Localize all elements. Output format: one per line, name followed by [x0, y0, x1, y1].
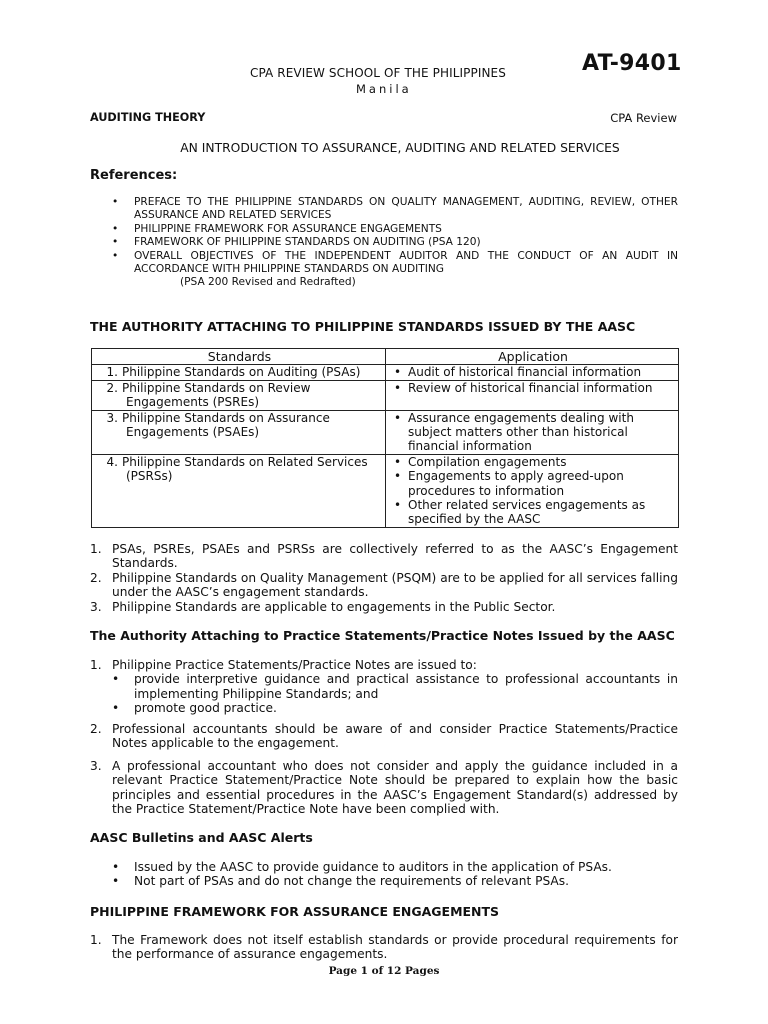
- list-item-sub: (PSA 200 Revised and Redrafted): [180, 276, 356, 289]
- framework-list: [90, 933, 678, 962]
- column-header-application: Application: [386, 349, 679, 365]
- application-cell: • Audit of historical financial information: [386, 365, 679, 380]
- list-item: 2. Professional accountants should be aware of and consider Practice Statements/Practice Notes applicable to the engagement.: [90, 722, 678, 751]
- bulletins-list: [90, 860, 678, 889]
- bullet-icon: •: [394, 498, 402, 513]
- bullet-icon: •: [112, 249, 119, 262]
- school-city: Manila: [356, 82, 412, 96]
- standard-cell: 1. Philippine Standards on Auditing (PSAs): [92, 365, 386, 380]
- table-row: [92, 410, 679, 454]
- list-item-sub: • promote good practice.: [112, 701, 277, 716]
- list-item: • PHILIPPINE FRAMEWORK FOR ASSURANCE ENGAGEMENTS: [112, 222, 442, 235]
- practice-list: [90, 658, 678, 716]
- standard-cell: 4. Philippine Standards on Related Services (PSRSs): [92, 454, 386, 527]
- review-label: CPA Review: [610, 111, 677, 125]
- list-item: 1. The Framework does not itself establish standards or provide procedural requirements for the performance of assurance engagements.: [90, 933, 678, 962]
- list-item: • PREFACE TO THE PHILIPPINE STANDARDS ON QUALITY MANAGEMENT, AUDITING, REVIEW, OTHER ASSURANCE AND RELATED SERVICES: [112, 196, 678, 222]
- bullet-icon: •: [112, 874, 120, 889]
- bullet-icon: •: [112, 236, 119, 249]
- table-header-row: [92, 349, 679, 365]
- table-row: [92, 454, 679, 527]
- application-cell: • Assurance engagements dealing with subject matters other than historical financial information: [386, 410, 679, 454]
- list-item: 3. Philippine Standards are applicable to engagements in the Public Sector.: [90, 599, 556, 614]
- framework-heading: PHILIPPINE FRAMEWORK FOR ASSURANCE ENGAGEMENTS: [90, 904, 500, 919]
- list-item: • FRAMEWORK OF PHILIPPINE STANDARDS ON AUDITING (PSA 120): [112, 236, 481, 249]
- list-item: 2. Philippine Standards on Quality Management (PSQM) are to be applied for all services falling under the AASC’s engagement standards.: [90, 570, 678, 600]
- list-item: • OVERALL OBJECTIVES OF THE INDEPENDENT AUDITOR AND THE CONDUCT OF AN AUDIT IN ACCORDANCE WITH PHILIPPINE STANDARDS ON AUDITING: [112, 249, 678, 276]
- bullet-icon: •: [394, 410, 402, 425]
- authority-heading: THE AUTHORITY ATTACHING TO PHILIPPINE STANDARDS ISSUED BY THE AASC: [90, 319, 636, 334]
- bullet-icon: •: [112, 222, 119, 235]
- bullet-icon: •: [112, 701, 120, 716]
- standard-cell: 2. Philippine Standards on Review Engagements (PSREs): [92, 380, 386, 410]
- page-title: AN INTRODUCTION TO ASSURANCE, AUDITING AND RELATED SERVICES: [180, 141, 620, 155]
- document-code: AT-9401: [582, 51, 682, 76]
- bullet-icon: •: [394, 365, 402, 380]
- list-item: 1. Philippine Practice Statements/Practice Notes are issued to: • provide interpretive guidance and practical assistance to professional accountants in implementing Philippine Standards; and • promote good practice.: [90, 658, 678, 716]
- practice-heading: The Authority Attaching to Practice Statements/Practice Notes Issued by the AASC: [90, 628, 675, 643]
- bullet-icon: •: [112, 860, 120, 874]
- references-heading: References:: [90, 168, 178, 183]
- standards-table: [91, 348, 679, 528]
- column-header-standards: Standards: [92, 349, 386, 365]
- bullet-icon: •: [112, 196, 119, 208]
- application-cell: • Review of historical financial information: [386, 380, 679, 410]
- bulletins-heading: AASC Bulletins and AASC Alerts: [90, 830, 313, 845]
- table-row: [92, 365, 679, 380]
- page-footer: Page 1 of 12 Pages: [328, 965, 440, 977]
- list-item: • Issued by the AASC to provide guidance to auditors in the application of PSAs.: [112, 860, 612, 874]
- bullet-icon: •: [394, 469, 402, 484]
- bullet-icon: •: [394, 380, 402, 395]
- list-item: 1. PSAs, PSREs, PSAEs and PSRSs are collectively referred to as the AASC’s Engagement Standards.: [90, 542, 678, 571]
- standard-cell: 3. Philippine Standards on Assurance Engagements (PSAEs): [92, 410, 386, 454]
- school-name: CPA REVIEW SCHOOL OF THE PHILIPPINES: [250, 66, 506, 80]
- authority-notes: [90, 542, 678, 614]
- practice-list-2: [90, 722, 678, 751]
- list-item: • Not part of PSAs and do not change the requirements of relevant PSAs.: [112, 874, 569, 889]
- list-item-sub: • provide interpretive guidance and practical assistance to professional accountants in implementing Philippine Standards; and: [112, 672, 678, 701]
- references-list: [90, 196, 678, 290]
- bullet-icon: •: [112, 672, 120, 687]
- subject-label: AUDITING THEORY: [90, 111, 206, 124]
- bullet-icon: •: [394, 454, 402, 469]
- list-item: 3. A professional accountant who does not consider and apply the guidance included in a relevant Practice Statement/Practice Note should be prepared to explain how the basic principles and essential procedures in the AASC’s Engagement Standard(s) addressed by the Practice Statement/Practice Note have been complied with.: [90, 759, 678, 817]
- table-row: [92, 380, 679, 410]
- practice-list-3: [90, 759, 678, 817]
- application-cell: • Compilation engagements • Engagements to apply agreed-upon procedures to information • Other related services engagements as specified by the AASC: [386, 454, 679, 527]
